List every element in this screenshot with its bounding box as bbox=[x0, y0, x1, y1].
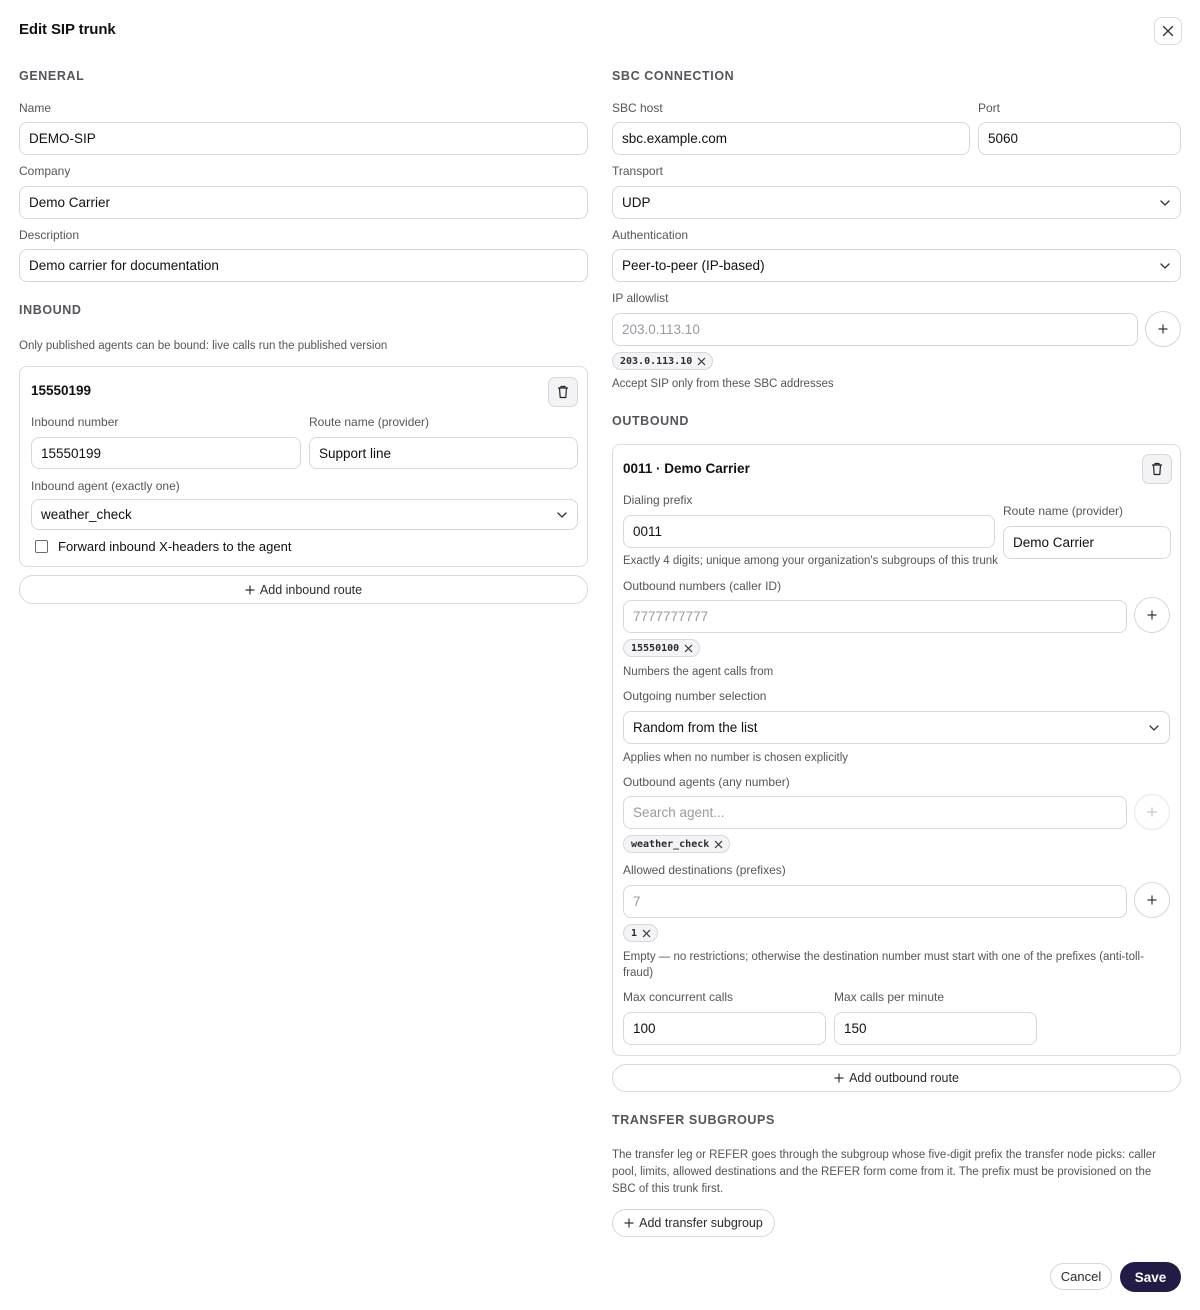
ip-allowlist-input[interactable] bbox=[612, 313, 1138, 346]
ip-chip bbox=[612, 352, 713, 370]
forward-headers-checkbox[interactable] bbox=[35, 540, 48, 553]
transport-label: Transport bbox=[612, 164, 663, 178]
name-label: Name bbox=[19, 101, 52, 115]
plus-icon bbox=[834, 1073, 844, 1083]
port-input[interactable] bbox=[978, 122, 1181, 155]
plus-icon bbox=[1147, 610, 1157, 620]
description-input[interactable] bbox=[19, 249, 588, 282]
add-outbound-number-button[interactable] bbox=[1134, 597, 1170, 633]
plus-icon bbox=[1147, 895, 1157, 905]
name-input[interactable] bbox=[19, 122, 588, 155]
number-selection-help: Applies when no number is chosen explicitly bbox=[623, 752, 849, 764]
outbound-route-title: 0011 · Demo Carrier bbox=[623, 461, 750, 476]
add-ip-button[interactable] bbox=[1145, 311, 1181, 347]
dialing-prefix-label: Dialing prefix bbox=[623, 493, 693, 507]
dialing-prefix-input[interactable] bbox=[623, 515, 995, 548]
transfer-help-line-3: SBC of this trunk first. bbox=[612, 1183, 724, 1195]
x-icon[interactable] bbox=[684, 644, 693, 653]
dialing-prefix-value: 0011 bbox=[633, 524, 663, 539]
delete-outbound-route-button[interactable] bbox=[1142, 454, 1172, 484]
outbound-numbers-input[interactable] bbox=[623, 600, 1127, 633]
outbound-agent-chip bbox=[623, 835, 730, 853]
ip-allowlist-help: Accept SIP only from these SBC addresses bbox=[612, 378, 834, 390]
cancel-button[interactable]: Cancel bbox=[1050, 1263, 1112, 1290]
sbc-host-label: SBC host bbox=[612, 101, 663, 115]
transport-select[interactable] bbox=[612, 186, 1181, 219]
add-inbound-route-label: Add inbound route bbox=[259, 582, 363, 597]
dialing-prefix-help: Exactly 4 digits; unique among your organization's subgroups of this trunk bbox=[623, 555, 998, 567]
forward-headers-label: Forward inbound X-headers to the agent bbox=[58, 539, 292, 554]
delete-inbound-route-button[interactable] bbox=[548, 377, 578, 407]
section-outbound-heading: OUTBOUND bbox=[612, 414, 690, 428]
outbound-agents-search-input[interactable] bbox=[623, 796, 1127, 829]
close-icon bbox=[1162, 25, 1174, 37]
inbound-route-name-label: Route name (provider) bbox=[309, 415, 430, 429]
add-transfer-subgroup-label: Add transfer subgroup bbox=[639, 1216, 763, 1230]
outbound-numbers-placeholder: 7777777777 bbox=[633, 609, 709, 624]
add-destination-button[interactable] bbox=[1134, 882, 1170, 918]
inbound-number-value: 15550199 bbox=[41, 445, 102, 461]
x-icon[interactable] bbox=[697, 357, 706, 366]
add-inbound-route-button[interactable] bbox=[19, 575, 588, 604]
inbound-number-input[interactable] bbox=[31, 437, 301, 469]
chevron-down-icon bbox=[1160, 200, 1170, 206]
close-button[interactable] bbox=[1154, 17, 1182, 45]
add-transfer-subgroup-button[interactable] bbox=[612, 1209, 775, 1237]
destination-chip bbox=[623, 924, 658, 942]
inbound-agent-value: weather_check bbox=[41, 507, 132, 522]
number-selection-select[interactable] bbox=[623, 711, 1170, 744]
outbound-route-name-value: Demo Carrier bbox=[1013, 535, 1095, 550]
number-selection-value: Random from the list bbox=[633, 720, 758, 735]
inbound-note: Only published agents can be bound: live calls run the published version bbox=[19, 340, 388, 352]
outbound-route-card bbox=[612, 444, 1181, 1056]
x-icon[interactable] bbox=[714, 840, 723, 849]
transport-value: UDP bbox=[622, 195, 651, 210]
destination-chip-label: 1 bbox=[631, 927, 638, 939]
inbound-agent-label: Inbound agent (exactly one) bbox=[31, 479, 180, 493]
section-transfer-heading: TRANSFER SUBGROUPS bbox=[612, 1113, 775, 1127]
inbound-route-title: 15550199 bbox=[31, 383, 92, 398]
plus-icon bbox=[1147, 807, 1157, 817]
max-cpm-label: Max calls per minute bbox=[834, 990, 945, 1004]
sbc-host-value: sbc.example.com bbox=[622, 131, 728, 146]
ip-allowlist-label: IP allowlist bbox=[612, 291, 669, 305]
ip-chip-label: 203.0.113.10 bbox=[620, 355, 693, 367]
chevron-down-icon bbox=[557, 512, 567, 518]
section-general-heading: GENERAL bbox=[19, 69, 85, 83]
allowed-destinations-placeholder: 7 bbox=[633, 894, 641, 909]
ip-allowlist-placeholder: 203.0.113.10 bbox=[622, 322, 700, 337]
outbound-agents-label: Outbound agents (any number) bbox=[623, 775, 790, 789]
inbound-number-label: Inbound number bbox=[31, 415, 119, 429]
outbound-number-chip-label: 15550100 bbox=[631, 642, 680, 654]
description-value: Demo carrier for documentation bbox=[29, 258, 219, 273]
outbound-route-name-input[interactable] bbox=[1003, 526, 1171, 559]
authentication-label: Authentication bbox=[612, 228, 689, 242]
save-button[interactable]: Save bbox=[1120, 1262, 1181, 1292]
max-concurrent-label: Max concurrent calls bbox=[623, 990, 734, 1004]
outbound-numbers-help: Numbers the agent calls from bbox=[623, 666, 774, 678]
inbound-route-name-value: Support line bbox=[319, 445, 392, 461]
add-outbound-agent-button[interactable] bbox=[1134, 794, 1170, 830]
outbound-numbers-label: Outbound numbers (caller ID) bbox=[623, 579, 782, 593]
outbound-route-name-label: Route name (provider) bbox=[1003, 504, 1124, 518]
section-sbc-heading: SBC CONNECTION bbox=[612, 69, 735, 83]
company-label: Company bbox=[19, 164, 71, 178]
port-value: 5060 bbox=[988, 131, 1019, 146]
description-label: Description bbox=[19, 228, 80, 242]
sbc-host-input[interactable] bbox=[612, 122, 970, 155]
inbound-route-name-input[interactable] bbox=[309, 437, 578, 469]
max-concurrent-input[interactable] bbox=[623, 1012, 826, 1045]
company-input[interactable] bbox=[19, 186, 588, 219]
name-value: DEMO-SIP bbox=[29, 131, 96, 146]
transfer-help-line-1: The transfer leg or REFER goes through the subgroup whose five-digit prefix the transfer node picks: caller bbox=[612, 1149, 1156, 1161]
plus-icon bbox=[624, 1218, 634, 1228]
allowed-destinations-help-line-1: Empty — no restrictions; otherwise the destination number must start with one of the prefixes (anti-toll- bbox=[623, 951, 1144, 963]
chevron-down-icon bbox=[1160, 263, 1170, 269]
port-label: Port bbox=[978, 101, 1001, 115]
authentication-select[interactable] bbox=[612, 249, 1181, 282]
max-concurrent-value: 100 bbox=[633, 1021, 656, 1036]
add-outbound-route-button[interactable] bbox=[612, 1064, 1181, 1092]
plus-icon bbox=[1158, 324, 1168, 334]
outbound-agents-placeholder: Search agent... bbox=[633, 805, 725, 820]
number-selection-label: Outgoing number selection bbox=[623, 689, 767, 703]
inbound-route-card bbox=[19, 366, 588, 567]
allowed-destinations-help-line-2: fraud) bbox=[623, 967, 654, 979]
inbound-agent-select[interactable] bbox=[31, 499, 578, 530]
transfer-help-line-2: pool, limits, allowed destinations and the REFER form come from it. The prefix must be provisioned on the bbox=[612, 1166, 1152, 1178]
dialog-title: Edit SIP trunk bbox=[19, 21, 116, 38]
add-outbound-route-label: Add outbound route bbox=[849, 1071, 959, 1085]
x-icon[interactable] bbox=[642, 929, 651, 938]
allowed-destinations-input[interactable] bbox=[623, 885, 1127, 918]
plus-icon bbox=[245, 585, 255, 595]
trash-icon bbox=[1151, 462, 1163, 476]
allowed-destinations-label: Allowed destinations (prefixes) bbox=[623, 863, 786, 877]
max-cpm-value: 150 bbox=[844, 1021, 867, 1036]
trash-icon bbox=[557, 385, 569, 399]
outbound-agent-chip-label: weather_check bbox=[631, 838, 710, 850]
section-inbound-heading: INBOUND bbox=[19, 303, 82, 317]
authentication-value: Peer-to-peer (IP-based) bbox=[622, 258, 765, 273]
chevron-down-icon bbox=[1149, 725, 1159, 731]
outbound-number-chip bbox=[623, 639, 700, 657]
company-value: Demo Carrier bbox=[29, 195, 111, 210]
max-cpm-input[interactable] bbox=[834, 1012, 1037, 1045]
